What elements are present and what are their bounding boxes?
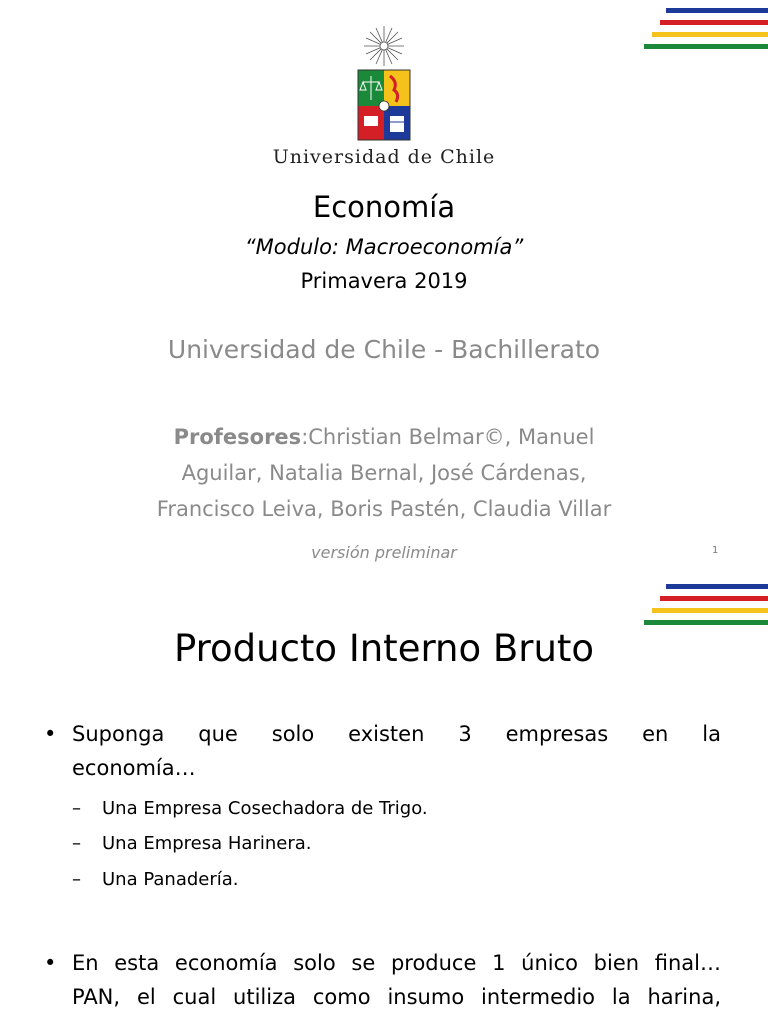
module-subtitle: “Modulo: Macroeconomía” — [244, 235, 524, 259]
bullet-item — [44, 946, 721, 1014]
bullet-2-line-2: PAN, el cual utiliza como insumo intermedio la harina, — [72, 985, 721, 1009]
dash-icon: – — [72, 833, 81, 854]
university-crest-icon — [354, 24, 414, 142]
slide-title: Producto Interno Bruto — [173, 627, 595, 670]
sub-list-item: – Una Panadería. — [72, 869, 239, 890]
university-wordmark: Universidad de Chile — [272, 146, 496, 168]
professors-line-3: Francisco Leiva, Boris Pastén, Claudia Villar — [156, 497, 612, 521]
professors-block — [120, 419, 648, 527]
bullet-1-line-1: Suponga que solo existen 3 empresas en la — [72, 722, 721, 746]
stripe-red — [660, 20, 768, 25]
professors-names-1: :Christian Belmar©, Manuel — [301, 425, 595, 449]
sub-list-item: – Una Empresa Harinera. — [72, 833, 312, 854]
dash-icon: – — [72, 869, 81, 890]
term-label: Primavera 2019 — [300, 269, 468, 293]
flag-stripes — [644, 8, 768, 52]
professors-line-1 — [120, 419, 648, 455]
bullet-1-line-2: economía… — [72, 756, 196, 780]
dash-icon: – — [72, 798, 81, 819]
stripe-blue — [666, 584, 768, 589]
bullet-item — [44, 717, 721, 785]
content-slide — [0, 576, 768, 1024]
stripe-yellow — [652, 608, 768, 613]
stripe-green — [644, 44, 768, 49]
slide-title: Economía — [312, 190, 456, 224]
flag-stripes — [644, 584, 768, 628]
professors-label: Profesores — [173, 425, 302, 449]
version-note: versión preliminar — [311, 543, 457, 562]
sub-list-item: – Una Empresa Cosechadora de Trigo. — [72, 798, 428, 819]
stripe-blue — [666, 8, 768, 13]
stripe-yellow — [652, 32, 768, 37]
bullet-2-line-1: En esta economía solo se produce 1 único bien final… — [72, 951, 721, 975]
stripe-green — [644, 620, 768, 625]
bullet-icon: • — [44, 722, 57, 746]
program-name: Universidad de Chile - Bachillerato — [167, 335, 601, 364]
professors-line-2: Aguilar, Natalia Bernal, José Cárdenas, — [181, 461, 587, 485]
page-number: 1 — [712, 545, 719, 556]
bullet-icon: • — [44, 951, 57, 975]
stripe-red — [660, 596, 768, 601]
